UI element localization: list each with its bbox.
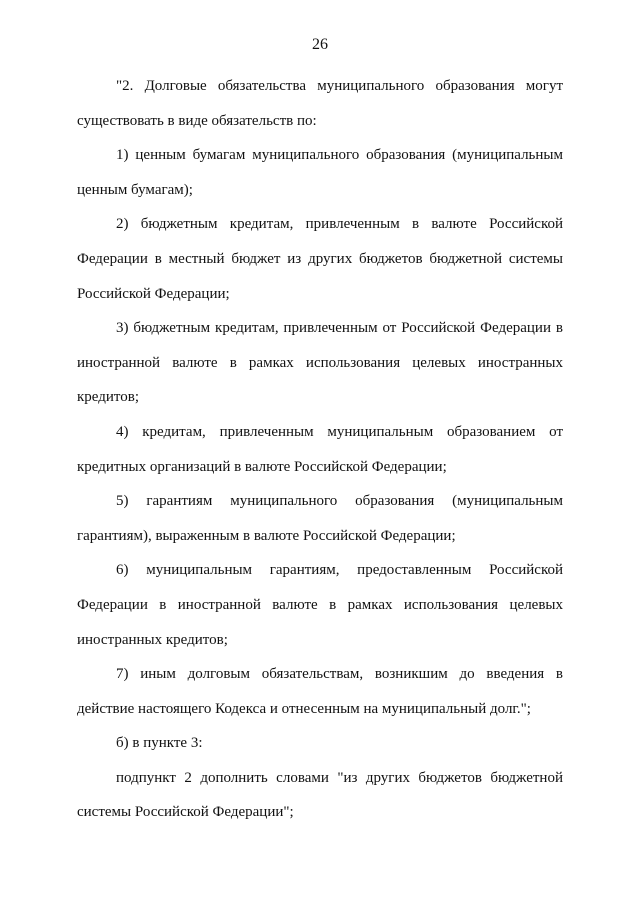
paragraph-item-4: 4) кредитам, привлеченным муниципальным образованием от кредитных организаций в валюте Российской Федерации;: [77, 423, 563, 475]
paragraph-item-7: 7) иным долговым обязательствам, возникшим до введения в действие настоящего Кодекса и отнесенным на муниципальный долг.";: [77, 666, 563, 717]
paragraph-debt-obligations-intro: "2. Долговые обязательства муниципального образования могут существовать в виде обязательств по:: [77, 78, 563, 129]
paragraph-item-1: 1) ценным бумагам муниципального образования (муниципальным ценным бумагам);: [77, 147, 563, 198]
paragraph-item-6: 6) муниципальным гарантиям, предоставленным Российской Федерации в иностранной валюте в рамках использования целевых иностранных кредитов;: [77, 562, 563, 648]
paragraph-item-2: 2) бюджетным кредитам, привлеченным в валюте Российской Федерации в местный бюджет из других бюджетов бюджетной системы Российской Федерации;: [77, 216, 563, 302]
document-body: [77, 69, 563, 830]
paragraph-subpoint-2-amendment: подпункт 2 дополнить словами "из других бюджетов бюджетной системы Российской Федерации";: [77, 769, 563, 821]
page-number: 26: [312, 36, 328, 53]
paragraph-item-5: 5) гарантиям муниципального образования (муниципальным гарантиям), выраженным в валюте Российской Федерации;: [77, 493, 563, 544]
paragraph-subsection-b: б) в пункте 3:: [116, 735, 203, 752]
paragraph-item-3: 3) бюджетным кредитам, привлеченным от Российской Федерации в иностранной валюте в рамках использования целевых иностранных кредитов;: [77, 320, 563, 406]
